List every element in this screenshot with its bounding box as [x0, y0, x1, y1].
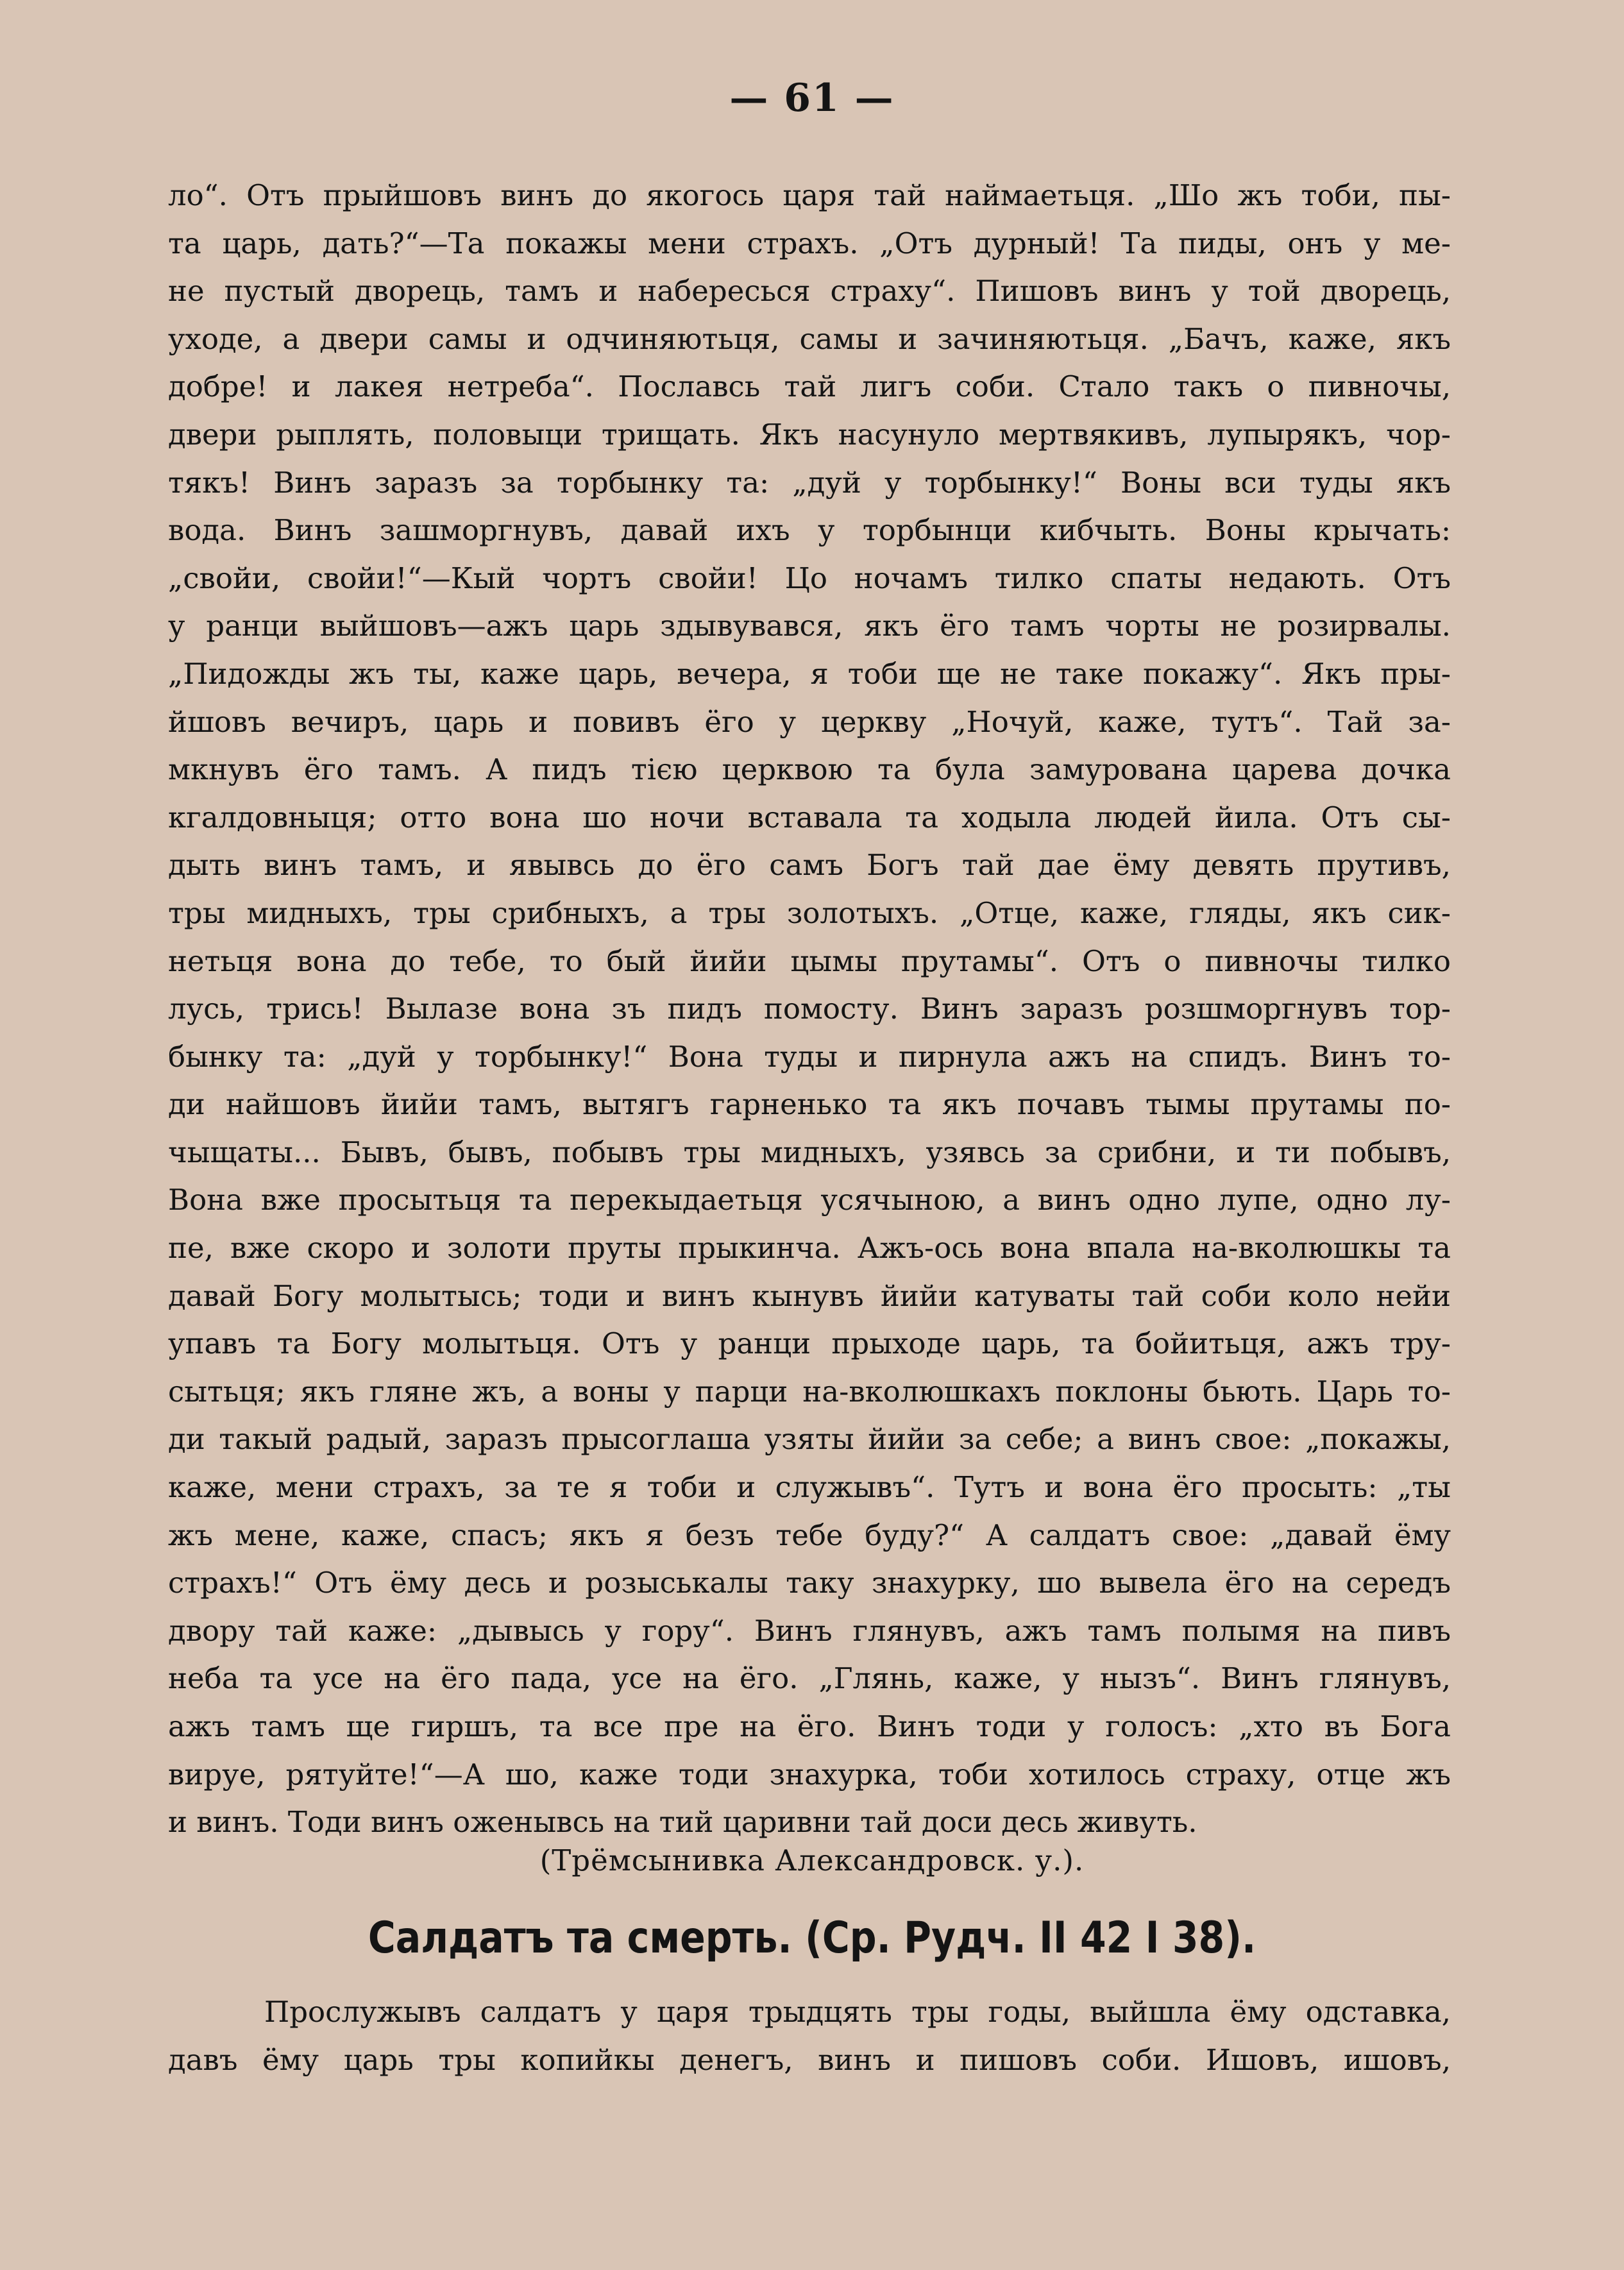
text-line: нетьця вона до тебе, то бый йийи цымы прутамы“. Отъ о пивночы тилко [168, 944, 1451, 978]
source-note: (Трёмсынивка Александровск. у.). [539, 1843, 1085, 1877]
text-line: ло“. Отъ прыйшовъ винъ до якогось царя тай наймаетьця. „Шо жъ тоби, пы- [168, 178, 1451, 212]
text-line: каже, мени страхъ, за те я тоби и служывъ“. Тутъ и вона ёго просыть: „ты [168, 1470, 1451, 1505]
text-line: давай Богу молытысь; тоди и винъ кынувъ йийи катуваты тай соби коло нейи [168, 1278, 1451, 1313]
text-line: двери рыплять, половыци трищать. Якъ насунуло мертвякивъ, лупырякъ, чор- [168, 417, 1451, 452]
text-line: давъ ёму царь тры копийкы денегъ, винъ и пишовъ соби. Ишовъ, ишовъ, [168, 2042, 1451, 2077]
text-line: мкнувъ ёго тамъ. А пидъ тією церквою та була замурована царева дочка [168, 752, 1451, 787]
text-line: Вона вже просытьця та перекыдаетьця усячыною, а винъ одно лупе, одно лу- [168, 1183, 1451, 1217]
section-heading: Салдатъ та смерть. (Ср. Рудч. II 42 I 38). [368, 1913, 1256, 1963]
text-line: неба та усе на ёго пада, усе на ёго. „Глянь, каже, у нызъ“. Винъ глянувъ, [168, 1661, 1451, 1696]
text-line: упавъ та Богу молытьця. Отъ у ранци прыходе царь, та бойитьця, ажъ тру- [168, 1326, 1451, 1361]
text-line: и винъ. Тоди винъ оженывсь на тий царивни тай доси десь живуть. [168, 1805, 1197, 1840]
text-line: вируе, рятуйте!“—А шо, каже тоди знахурка, тоби хотилось страху, отце жъ [168, 1757, 1451, 1791]
page-number: — 61 — [729, 76, 895, 121]
text-line: бынку та: „дуй у торбынку!“ Вона туды и пирнула ажъ на спидъ. Винъ то- [168, 1039, 1451, 1074]
text-line: „Пидожды жъ ты, каже царь, вечера, я тоби ще не таке покажу“. Якъ пры- [168, 656, 1451, 691]
section-body [168, 1988, 1451, 2084]
text-line: сытьця; якъ гляне жъ, а воны у парци на-вколюшкахъ поклоны бьють. Царь то- [168, 1374, 1451, 1409]
text-line: кгалдовныця; отто вона шо ночи вставала та ходыла людей йила. Отъ сы- [168, 800, 1451, 834]
text-line: ди найшовъ йийи тамъ, вытягъ гарненько та якъ почавъ тымы прутамы по- [168, 1087, 1451, 1122]
text-line: не пустый дворець, тамъ и набересься страху“. Пишовъ винъ у той дворець, [168, 274, 1451, 309]
text-line: тры мидныхъ, тры срибныхъ, а тры золотыхъ. „Отце, каже, гляды, якъ сик- [168, 895, 1451, 930]
text-line: дыть винъ тамъ, и явывсь до ёго самъ Богъ тай дае ёму девять прутивъ, [168, 848, 1451, 883]
text-line: Прослужывъ салдатъ у царя трыдцять тры годы, выйшла ёму одставка, [264, 1995, 1451, 2029]
text-line: ажъ тамъ ще гиршъ, та все пре на ёго. Винъ тоди у голосъ: „хто въ Бога [168, 1709, 1451, 1743]
text-line: лусь, трись! Вылазе вона зъ пидъ помосту. Винъ заразъ розшморгнувъ тор- [168, 992, 1451, 1026]
text-line: уходе, а двери самы и одчиняютьця, самы и зачиняютьця. „Бачъ, каже, якъ [168, 321, 1451, 356]
text-line: йшовъ вечиръ, царь и повивъ ёго у церкву „Ночуй, каже, тутъ“. Тай за- [168, 704, 1451, 739]
text-line: ди такый радый, заразъ прысоглаша узяты йийи за себе; а винъ свое: „покажы, [168, 1422, 1451, 1457]
text-line: чыщаты... Бывъ, бывъ, побывъ тры мидныхъ, узявсь за срибни, и ти побывъ, [168, 1135, 1451, 1169]
story-body [168, 172, 1451, 1847]
text-line: страхъ!“ Отъ ёму десь и розыськалы таку знахурку, шо вывела ёго на середъ [168, 1566, 1451, 1600]
text-line: двору тай каже: „дывысь у гору“. Винъ глянувъ, ажъ тамъ полымя на пивъ [168, 1613, 1451, 1648]
text-line: тякъ! Винъ заразъ за торбынку та: „дуй у торбынку!“ Воны вси туды якъ [168, 465, 1451, 500]
text-line: добре! и лакея нетреба“. Пославсь тай лигъ соби. Стало такъ о пивночы, [168, 369, 1451, 404]
text-line: „свойи, свойи!“—Кый чортъ свойи! Цо ночамъ тилко спаты недають. Отъ [168, 561, 1451, 595]
text-line: та царь, дать?“—Та покажы мени страхъ. „Отъ дурный! Та пиды, онъ у ме- [168, 226, 1451, 260]
text-line: жъ мене, каже, спасъ; якъ я безъ тебе буду?“ А салдатъ свое: „давай ёму [168, 1518, 1451, 1552]
text-line: у ранци выйшовъ—ажъ царь здывувався, якъ ёго тамъ чорты не розирвалы. [168, 609, 1451, 643]
text-line: пе, вже скоро и золоти пруты прыкинча. Ажъ-ось вона впала на-вколюшкы та [168, 1231, 1451, 1266]
text-line: вода. Винъ зашморгнувъ, давай ихъ у торбынци кибчыть. Воны крычать: [168, 513, 1451, 548]
